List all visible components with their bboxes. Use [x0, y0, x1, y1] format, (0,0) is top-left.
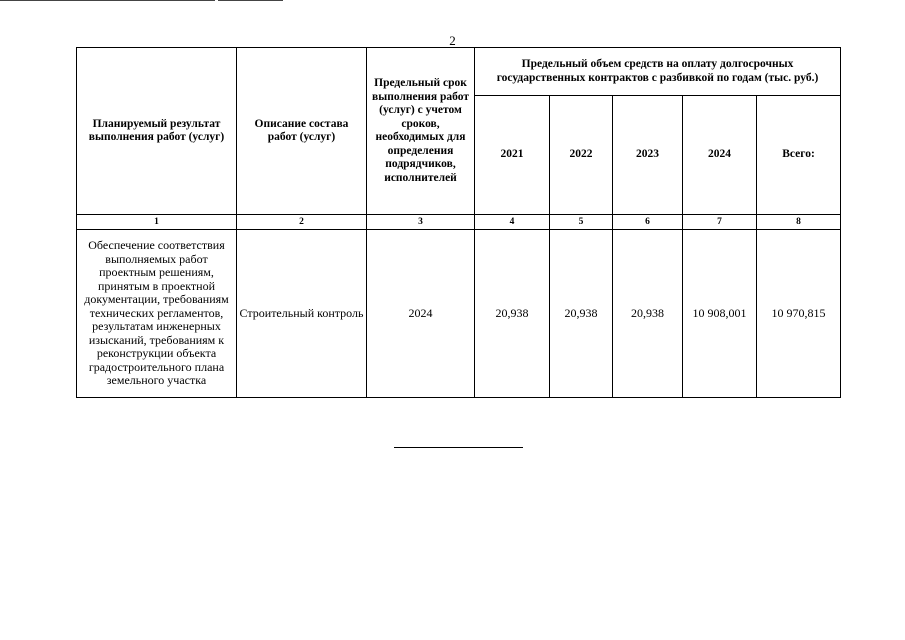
contracts-table: [76, 47, 841, 398]
row-deadline: 2024: [367, 230, 475, 398]
row-planned-result: Обеспечение соответствия выполняемых работ проектным решениям, принятым в проектной документации, требованиям технических регламентов, результатам инженерных изысканий, требованиям к реконструкции объекта градостроительного плана земельного участка: [77, 230, 237, 398]
row-value-total: 10 970,815: [757, 230, 841, 398]
header-row-top: [77, 48, 841, 96]
header-funding-group: Предельный объем средств на оплату долгосрочных государственных контрактов с разбивкой по годам (тыс. руб.): [475, 48, 841, 96]
header-deadline: Предельный срок выполнения работ (услуг) с учетом сроков, необходимых для определения подрядчиков, исполнителей: [367, 48, 475, 215]
row-value-2024: 10 908,001: [683, 230, 757, 398]
column-numbers-row: [77, 215, 841, 230]
header-year-2023: 2023: [613, 96, 683, 215]
header-planned-result: Планируемый результат выполнения работ (услуг): [77, 48, 237, 215]
column-number: 5: [550, 215, 613, 230]
column-number: 4: [475, 215, 550, 230]
row-value-2023: 20,938: [613, 230, 683, 398]
column-number: 8: [757, 215, 841, 230]
row-work-description: Строительный контроль: [237, 230, 367, 398]
column-number: 2: [237, 215, 367, 230]
row-value-2021: 20,938: [475, 230, 550, 398]
column-number: 3: [367, 215, 475, 230]
column-number: 6: [613, 215, 683, 230]
header-total: Всего:: [757, 96, 841, 215]
column-number: 7: [683, 215, 757, 230]
page-number: 2: [449, 33, 456, 48]
header-year-2022: 2022: [550, 96, 613, 215]
header-year-2021: 2021: [475, 96, 550, 215]
end-rule: [394, 447, 523, 448]
table-row: [77, 230, 841, 398]
header-year-2024: 2024: [683, 96, 757, 215]
header-work-description: Описание состава работ (услуг): [237, 48, 367, 215]
top-rule-left: [0, 0, 215, 1]
row-value-2022: 20,938: [550, 230, 613, 398]
top-rule-right: [218, 0, 283, 1]
column-number: 1: [77, 215, 237, 230]
